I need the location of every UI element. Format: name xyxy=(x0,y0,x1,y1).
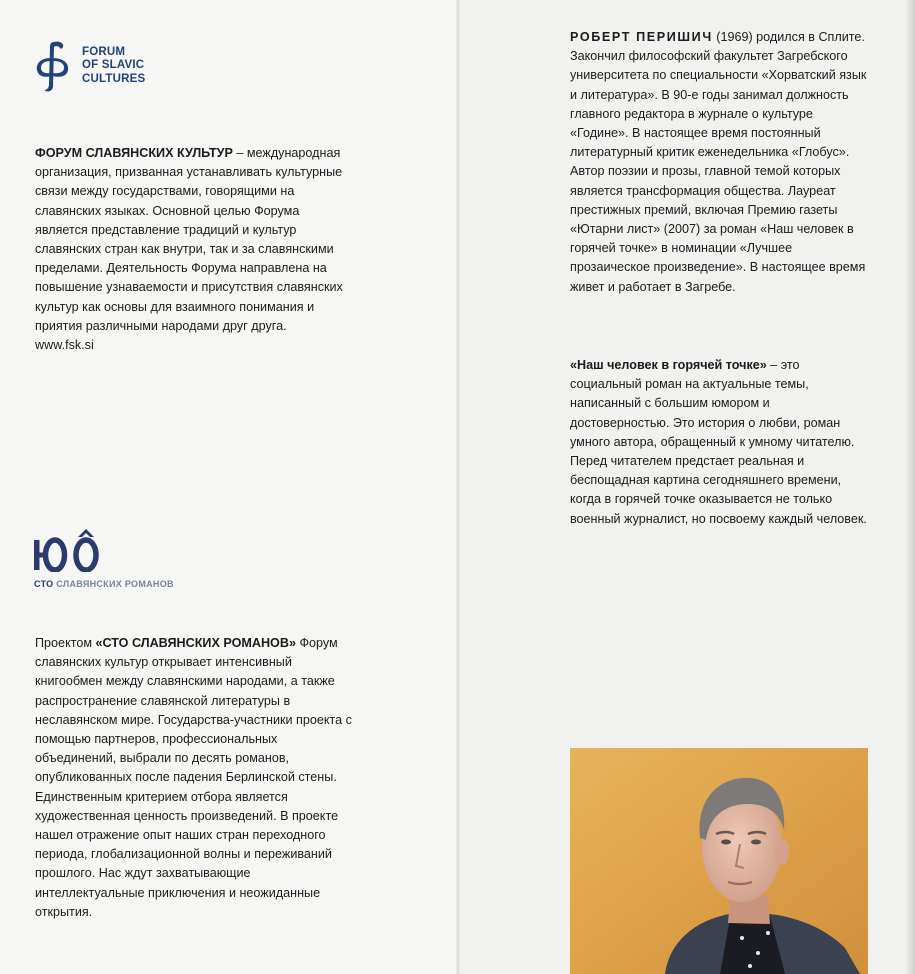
project-body: Форум славянских культур открывает интенсивный книгообмен между славянскими народами, а также распространение славянской литературы в неславянском мире. Государства-участники проекта с помощью партнеров, профессиональных объединений, выбрали по десять романов, опубликованных после падения Берлинской стены. Единственным критерием отбора является художественная ценность произведений. В проекте нашел отражение опыт наших стран переходного периода, глобализационной волны и переживаний прошлого. Нас ждут захватывающие интеллектуальные приключения и неожиданные открытия. xyxy=(35,636,352,919)
hundred-novels-caption-rest: СЛАВЯНСКИХ РОМАНОВ xyxy=(53,579,174,589)
author-biography-body: (1969) родился в Сплите. Закончил философский факультет Загребского университета по специальности «Хорватский язык и литература». В 90-е годы занимал должность главного редактора в журнале о культуре «Године». В настоящее время постоянный литературный критик еженедельника «Глобус». Автор поэзии и прозы, главной темой которых является трансформация общества. Лауреат престижных премий, включая Премию газеты «Ютарни лист» (2007) за роман «Наш человек в горячей точке» в номинации «Лучшее прозаическое произведение». В настоящее время живет и работает в Загребе. xyxy=(570,30,867,294)
forum-logo-line1: FORUM xyxy=(82,45,126,58)
hundred-novels-logo xyxy=(34,528,174,589)
hundred-novels-caption xyxy=(34,579,174,589)
forum-logo xyxy=(32,38,145,94)
author-biography xyxy=(570,28,870,297)
forum-logo-line3: CULTURES xyxy=(82,72,146,85)
novel-description-body: – это социальный роман на актуальные темы, написанный с большим юмором и достоверностью. Это история о любви, роман умного автора, обращенный к умному читателю. Перед читателем предстает реальная и беспощадная картина сегодняшнего времени, когда в горячей точке оказывается не только военный журналист, но посвоему каждый человек. xyxy=(570,358,867,526)
project-description xyxy=(35,634,353,922)
novel-description xyxy=(570,356,870,529)
forum-logo-text xyxy=(82,46,145,87)
forum-description xyxy=(35,144,353,355)
forum-description-body: – международная организация, призванная устанавливать культурные связи между государствами, говорящими на славянских языках. Основной целью Форума является представление традиций и культур славянских стран как внутри, так и за славянскими пределами. Деятельность Форума направлена на повышение узнаваемости и присутствия славянских культур как основы для взаимного понимания и приятия различными народами друг друга. xyxy=(35,146,343,333)
page-fold xyxy=(456,0,460,974)
hundred-novels-caption-bold: СТО xyxy=(34,579,54,589)
author-portrait-image xyxy=(570,748,868,974)
project-lead: «СТО СЛАВЯНСКИХ РОМАНОВ» xyxy=(95,636,296,650)
forum-description-lead: ФОРУМ СЛАВЯНСКИХ КУЛЬТУР xyxy=(35,146,233,160)
author-photo xyxy=(570,748,868,974)
forum-url: www.fsk.si xyxy=(35,338,94,353)
hundred-novels-logo-mark-icon xyxy=(34,528,106,572)
novel-title: «Наш человек в горячей точке» xyxy=(570,358,767,372)
forum-logo-mark-icon xyxy=(32,38,74,94)
forum-logo-line2: OF SLAVIC xyxy=(82,59,145,72)
page-edge xyxy=(905,0,915,974)
author-name: РОБЕРТ ПЕРИШИЧ xyxy=(570,30,713,44)
project-intro: Проектом xyxy=(35,636,96,650)
